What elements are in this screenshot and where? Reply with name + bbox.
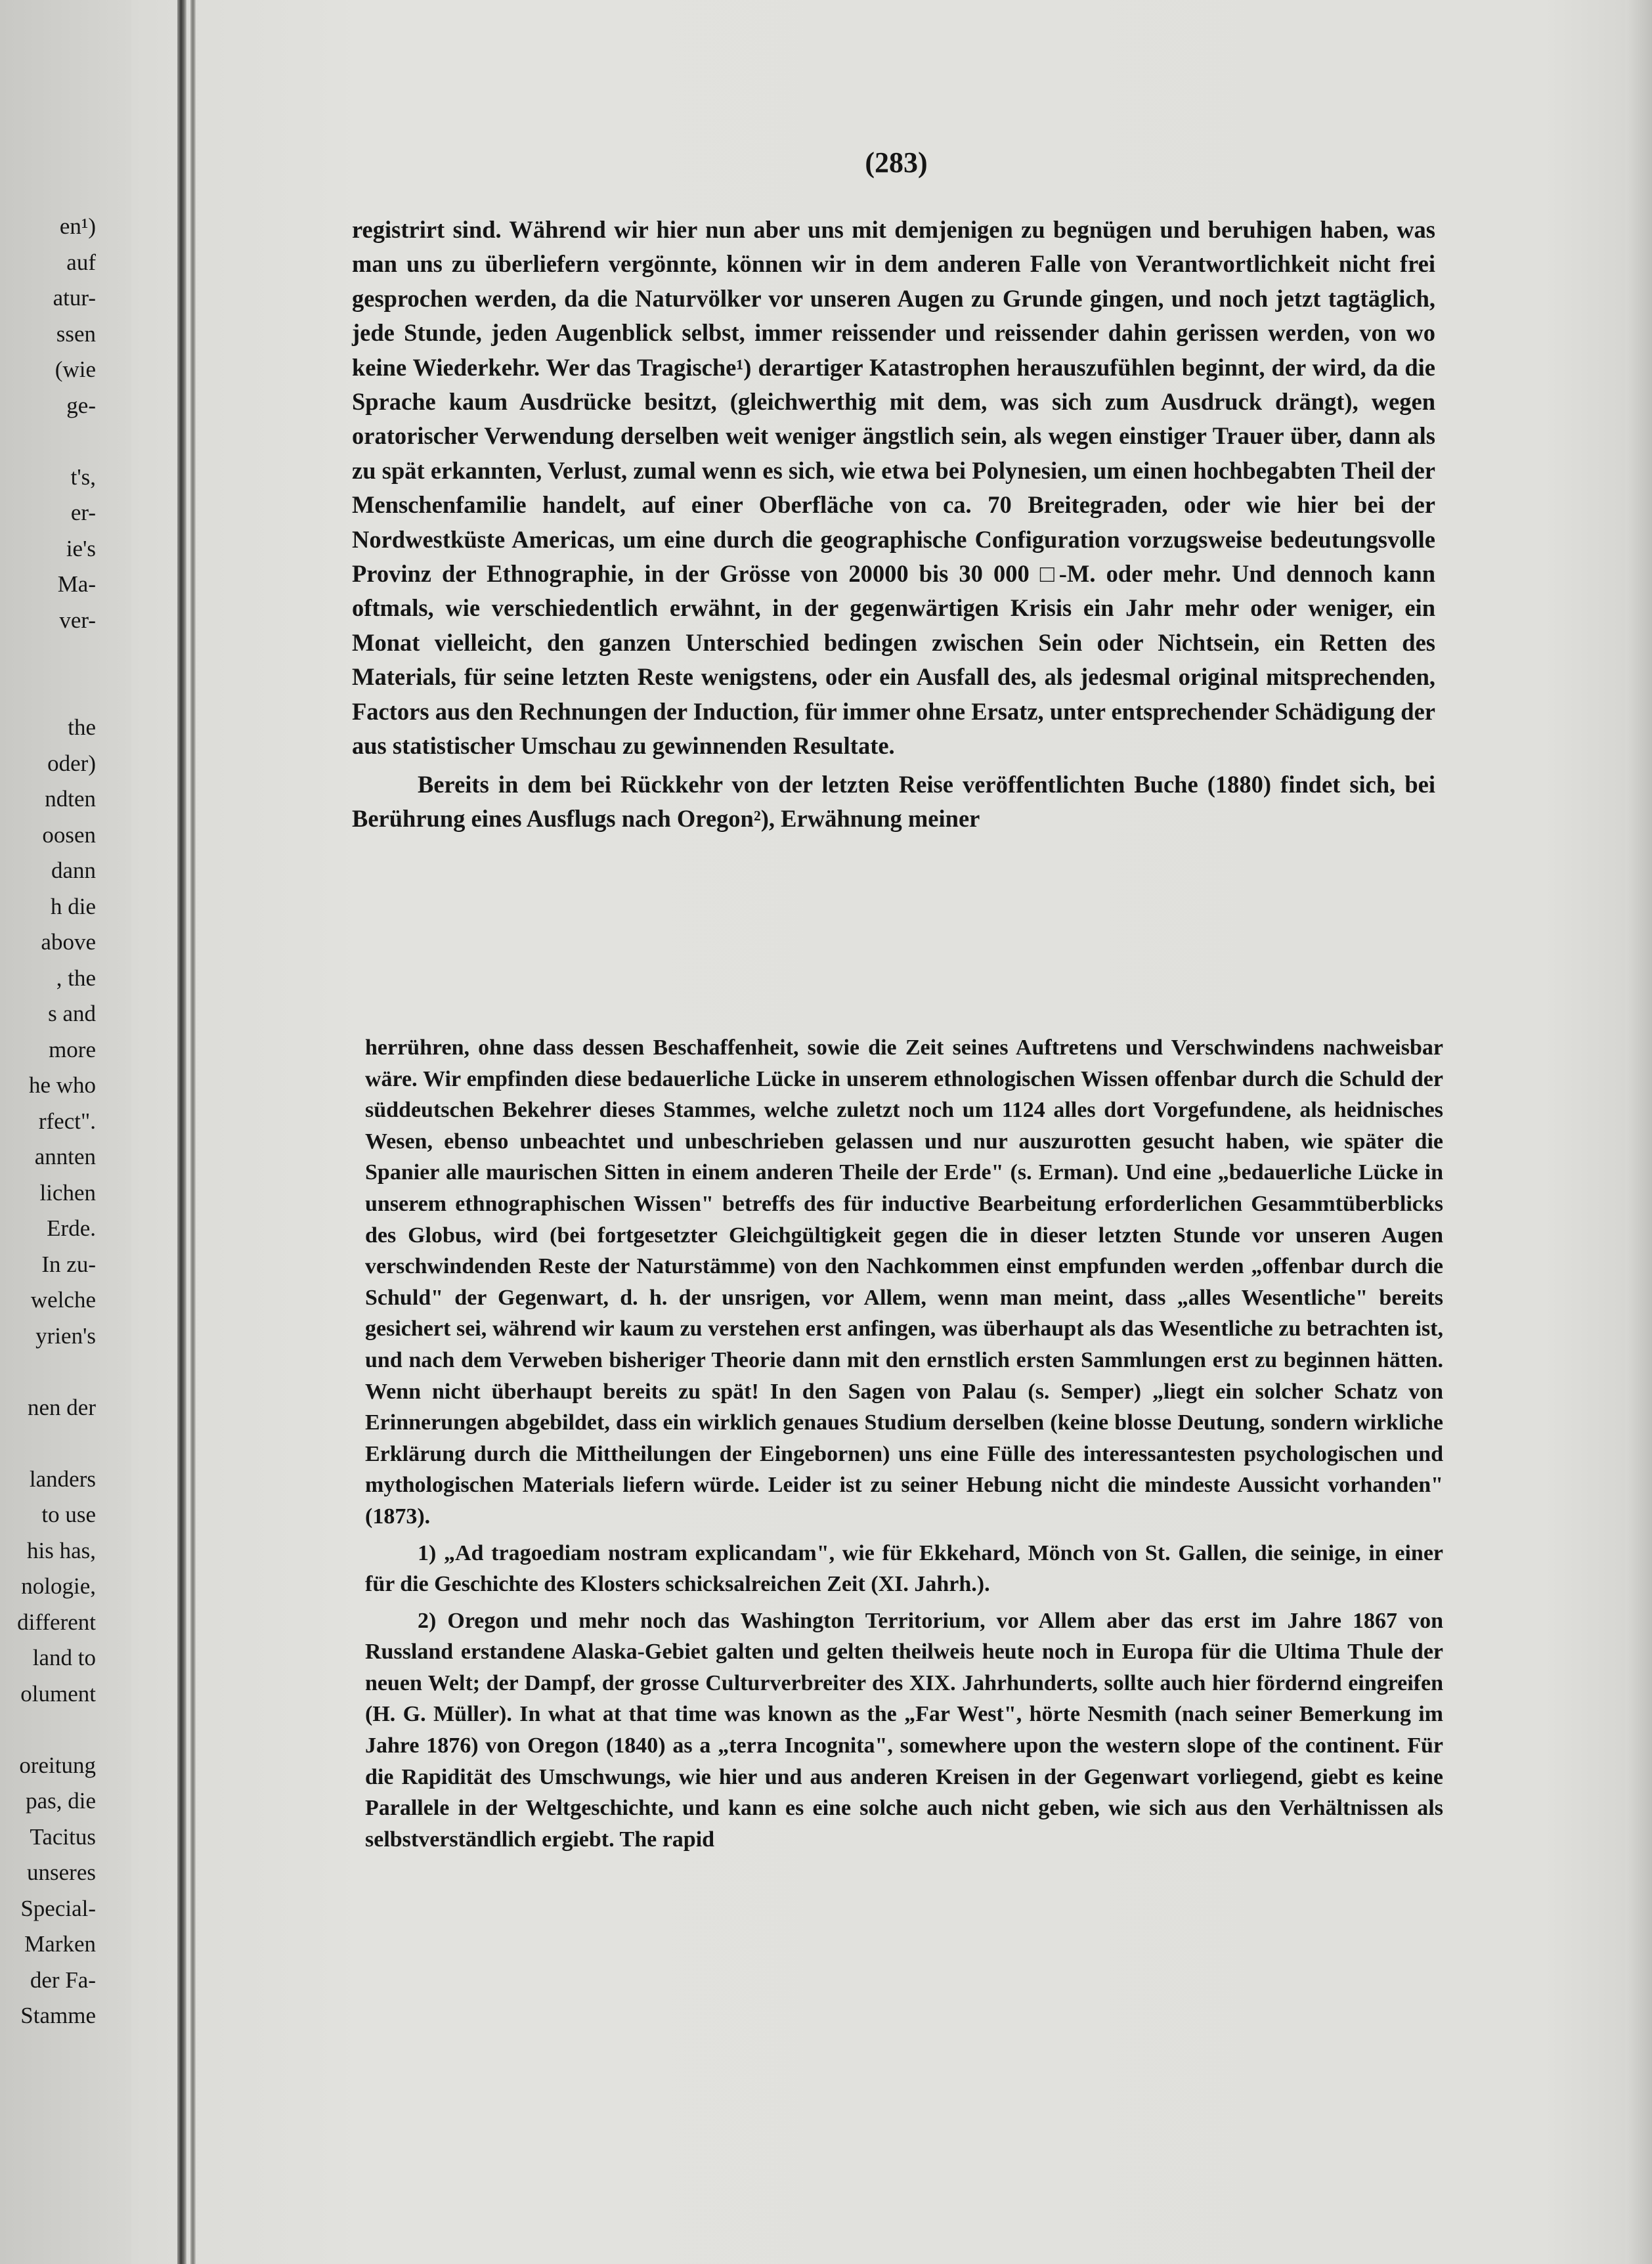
facing-page-line: dann [51, 858, 96, 883]
facing-page-line: unseres [27, 1860, 96, 1885]
book-binding-shadow [177, 0, 186, 2264]
facing-page-line: annten [34, 1144, 96, 1169]
facing-page-line: more [49, 1036, 96, 1062]
facing-page-line: he who [28, 1072, 96, 1098]
body-paragraph-1: registrirt sind. Während wir hier nun aber uns mit demjenigen zu begnügen und beruhigen haben, was man uns zu überliefern vergönnte, können wir in dem anderen Falle von Verantwortlichkeit nicht frei gesprochen werden, da die Naturvölker vor unseren Augen zu Grunde gingen, und noch jetzt tagtäglich, jede Stunde, jeden Augenblick selbst, immer reissender und reissender dahin gerissen werden, von wo keine Wiederkehr. Wer das Tragische¹) derartiger Katastrophen herauszufühlen beginnt, der wird, da die Sprache kaum Ausdrücke besitzt, (gleichwerthig mit dem, was sich zum Ausdruck drängt), wegen oratorischer Verwendung derselben weit weniger ängstlich sein, als wegen einstiger Trauer über, dann als zu spät erkannten, Verlust, zumal wenn es sich, wie etwa bei Polynesien, um einen hochbegabten Theil der Menschenfamilie handelt, auf einer Oberfläche von ca. 70 Breitegraden, oder wie hier bei der Nordwestküste Americas, um eine durch die geographische Configuration vorzugsweise bedeutungsvolle Provinz der Ethnographie, in der Grösse von 20000 bis 30 000 □-M. oder mehr. Und dennoch kann oftmals, wie verschiedentlich erwähnt, in der gegenwärtigen Krisis ein Jahr mehr oder weniger, ein Monat vielleicht, den ganzen Unterschied bedingen zwischen Sein oder Nichtsein, ein Retten des Materials, für seine letzten Reste wenigstens, oder ein Ausfall des, als jedesmal original mitsprechenden, Factors aus den Rechnungen der Induction, für immer ohne Ersatz, unter entsprechender Schädigung der aus statistischer Umschau zu gewinnenden Resultate. [352, 216, 1435, 760]
facing-page-line: oosen [42, 821, 96, 848]
footnote-continuation: herrühren, ohne dass dessen Beschaffenheit, sowie die Zeit seines Auftretens und Verschwindens nachweisbar wäre. Wir empfinden diese bedauerliche Lücke in unserem ethnologischen Wissen offenbar durch die Schuld der süddeutschen Bekehrer dieses Stammes, welche zuletzt noch um 1124 alles dort Vorgefundene, als heidnisches Wesen, ebenso unbeachtet und unbeschrieben gelassen und nur auszurotten gesucht haben, wie später die Spanier alle maurischen Sitten in einem anderen Theile der Erde" (s. Erman). Und eine „bedauerliche Lücke in unserem ethnographischen Wissen" betreffs des für inductive Bearbeitung erforderlichen Gesammtüberblicks des Globus, wird (bei fortgesetzter Gleichgültigkeit gegen die in dieser letzten Stunde vor unseren Augen verschwindenden Reste der Naturstämme) von den Nachkommen einst empfunden werden „offenbar durch die Schuld" der Gegenwart, d. h. der unsrigen, vor Allem, wenn man meint, dass „alles Wesentliche" bereits gesichert sei, während wir kaum zu verstehen erst anfingen, was überhaupt als das Wesentliche zu betrachten ist, und nach dem Verweben bisheriger Theorie dann mit den ernstlich ersten Sammlungen erst zu beginnen hätten. Wenn nicht überhaupt bereits zu spät! In den Sagen von Palau (s. Semper) „liegt ein solcher Schatz von Erinnerungen abgebildet, dass ein wirklich genaues Studium derselben (keine blosse Deutung, sondern wirkliche Erklärung durch die Mittheilungen der Eingebornen) uns eine Fülle des interessantesten psychologischen und mythologischen Materials liefern würde. Leider ist zu seiner Hebung nicht die mindeste Aussicht vorhanden" (1873). [365, 1035, 1443, 1529]
facing-page-line: der Fa- [30, 1967, 96, 1993]
facing-page-line: his has, [27, 1537, 96, 1563]
facing-page-line: nologie, [21, 1573, 96, 1599]
facing-page-line: land to [32, 1645, 96, 1670]
facing-page-line: Marken [24, 1931, 96, 1957]
facing-page-line: ge- [66, 392, 96, 418]
facing-page-line [0, 674, 96, 710]
facing-page-line: different [17, 1609, 96, 1635]
facing-page-line: Stamme [20, 2003, 96, 2028]
facing-page-line [0, 1426, 96, 1462]
facing-page-line: to use [41, 1502, 96, 1527]
facing-page-line: atur- [53, 285, 96, 311]
facing-page-line: ndten [45, 786, 96, 812]
facing-page-text [0, 209, 96, 2034]
facing-page-line: en¹) [59, 213, 96, 239]
facing-page-line [0, 1354, 96, 1390]
facing-page-line: oreitung [19, 1752, 96, 1778]
facing-page-line: oder) [47, 750, 96, 776]
facing-page-line: the [68, 714, 96, 740]
facing-page-line: lichen [39, 1179, 96, 1206]
footnote-1: 1) „Ad tragoediam nostram explicandam", wie für Ekkehard, Mönch von St. Gallen, die seinige, in einer für die Geschichte des Klosters schicksalreichen Zeit (XI. Jahrh.). [365, 1540, 1443, 1597]
facing-page-line: ver- [59, 607, 96, 633]
page-number: (283) [865, 146, 928, 179]
facing-page-line: h die [50, 893, 96, 919]
facing-page-line: Special- [20, 1895, 96, 1921]
facing-page-line: olument [20, 1680, 96, 1707]
facing-page-line: ie's [66, 535, 96, 561]
facing-page-line: , the [56, 965, 96, 991]
facing-page-line [0, 1712, 96, 1748]
facing-page-line: auf [66, 249, 96, 275]
page-edge-shadow [1626, 0, 1652, 2264]
facing-page-line: t's, [70, 464, 96, 490]
facing-page-line: rfect". [38, 1108, 96, 1134]
facing-page-line: Tacitus [30, 1823, 96, 1850]
footnote-2: 2) Oregon und mehr noch das Washington Territorium, vor Allem aber das erst im Jahre 1867 von Russland erstandene Alaska-Gebiet galten und gelten theilweis heute noch in Europa für die Ultima Thule der neuen Welt; der Dampf, der grosse Culturverbreiter des XIX. Jahrhunderts, sollte auch hier fördernd eingreifen (H. G. Müller). In what at that time was known as the „Far West", hörte Nesmith (nach seiner Bemerkung im Jahre 1876) von Oregon (1840) as a „terra Incognita", somewhere upon the western slope of the continent. Für die Rapidität des Umschwungs, wie hier und aus anderen Kreisen in der Gegenwart vorliegend, giebt es keine Parallele in der Weltgeschichte, und kann es eine solche auch nicht geben, wie sich aus den Verhältnissen als selbstverständlich ergiebt. The rapid [365, 1608, 1443, 1852]
facing-page-line: s and [48, 1001, 96, 1026]
facing-page-line: yrien's [35, 1322, 96, 1349]
facing-page-line: nen der [28, 1394, 96, 1420]
facing-page-line: landers [29, 1466, 96, 1492]
facing-page-line: above [41, 929, 96, 955]
facing-page-line: ssen [56, 320, 96, 347]
footnotes [365, 1032, 1443, 1855]
facing-page-line: welche [30, 1287, 96, 1313]
facing-page-line: (wie [54, 357, 96, 382]
facing-page-line: pas, die [26, 1788, 96, 1814]
facing-page-line: Erde. [47, 1215, 96, 1241]
facing-page-line: In zu- [41, 1251, 96, 1277]
facing-page-line [0, 638, 96, 674]
facing-page-line [0, 424, 96, 460]
facing-page-line: Ma- [57, 571, 96, 597]
facing-page-line: er- [70, 500, 96, 525]
body-paragraph-2: Bereits in dem bei Rückkehr von der letzten Reise veröffentlichten Buche (1880) findet sich, bei Berührung eines Ausflugs nach Oregon²), Erwähnung meiner [352, 770, 1435, 832]
book-binding-edge [190, 0, 196, 2264]
body-text [352, 213, 1435, 836]
